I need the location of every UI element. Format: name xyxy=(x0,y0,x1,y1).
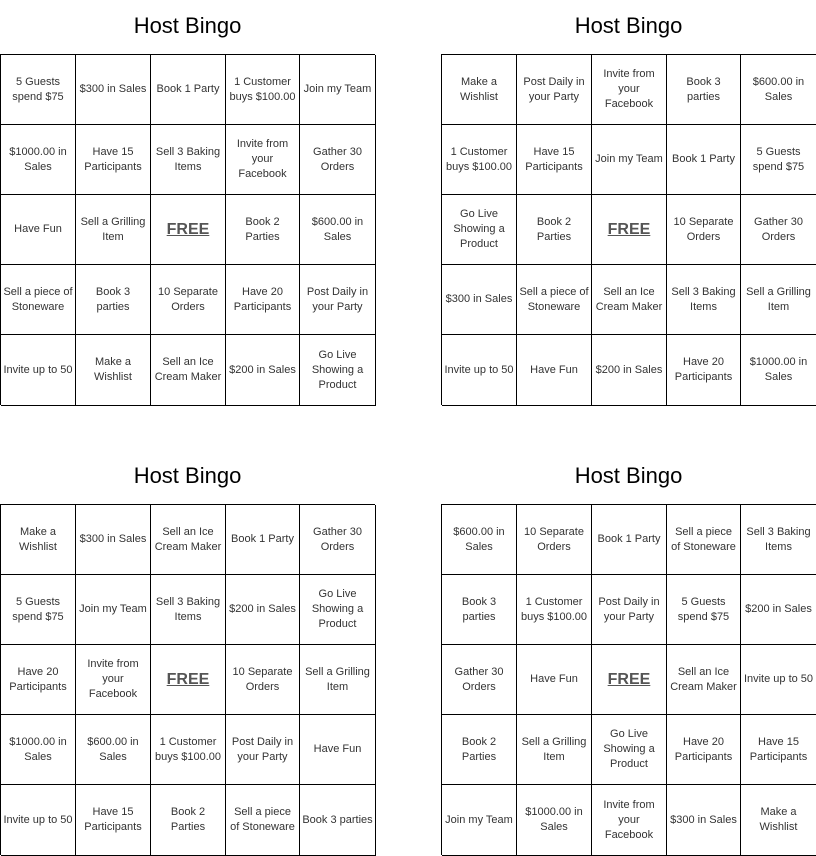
bingo-cell: $300 in Sales xyxy=(667,785,741,856)
bingo-cell: $1000.00 in Sales xyxy=(741,335,816,406)
bingo-cell: Have 15 Participants xyxy=(76,125,151,195)
bingo-cell: Join my Team xyxy=(592,125,667,195)
bingo-cell: Have 20 Participants xyxy=(667,715,741,785)
free-space-cell: FREE xyxy=(151,645,226,715)
bingo-cell: Sell a Grilling Item xyxy=(517,715,592,785)
bingo-cell: Gather 30 Orders xyxy=(300,125,376,195)
bingo-cell: Sell a piece of Stoneware xyxy=(517,265,592,335)
bingo-cell: Invite from your Facebook xyxy=(592,785,667,856)
card-title: Host Bingo xyxy=(133,463,242,488)
bingo-cell: Book 1 Party xyxy=(592,505,667,575)
bingo-cell: Book 2 Parties xyxy=(442,715,517,785)
bingo-cell: Go Live Showing a Product xyxy=(442,195,517,265)
bingo-cell: Post Daily in your Party xyxy=(300,265,376,335)
bingo-cell: Sell an Ice Cream Maker xyxy=(667,645,741,715)
bingo-cell: Book 1 Party xyxy=(226,505,300,575)
bingo-cell: 10 Separate Orders xyxy=(517,505,592,575)
bingo-cell: Invite up to 50 xyxy=(1,785,76,856)
bingo-cell: $200 in Sales xyxy=(226,335,300,406)
bingo-cell: Book 3 parties xyxy=(667,55,741,125)
bingo-grid xyxy=(0,504,375,855)
bingo-cell: Post Daily in your Party xyxy=(226,715,300,785)
bingo-cell: Invite up to 50 xyxy=(741,645,816,715)
bingo-cell: Join my Team xyxy=(76,575,151,645)
bingo-cell: Make a Wishlist xyxy=(76,335,151,406)
bingo-cell: Sell an Ice Cream Maker xyxy=(151,335,226,406)
bingo-cell: Sell 3 Baking Items xyxy=(741,505,816,575)
bingo-cell: Book 3 parties xyxy=(300,785,376,856)
bingo-cell: $600.00 in Sales xyxy=(76,715,151,785)
bingo-cell: Have 20 Participants xyxy=(667,335,741,406)
bingo-cell: $600.00 in Sales xyxy=(741,55,816,125)
bingo-cell: 5 Guests spend $75 xyxy=(741,125,816,195)
bingo-cell: 5 Guests spend $75 xyxy=(1,575,76,645)
bingo-grid xyxy=(0,54,375,405)
bingo-cell: 5 Guests spend $75 xyxy=(1,55,76,125)
bingo-cell: Sell a piece of Stoneware xyxy=(1,265,76,335)
bingo-cell: Have Fun xyxy=(300,715,376,785)
bingo-cell: Make a Wishlist xyxy=(741,785,816,856)
bingo-cell: Have 15 Participants xyxy=(741,715,816,785)
bingo-cell: 1 Customer buys $100.00 xyxy=(517,575,592,645)
bingo-cell: Have Fun xyxy=(517,335,592,406)
bingo-cell: Have 20 Participants xyxy=(226,265,300,335)
bingo-cell: Join my Team xyxy=(442,785,517,856)
bingo-cell: Make a Wishlist xyxy=(442,55,517,125)
bingo-cell: Have Fun xyxy=(517,645,592,715)
bingo-cell: Book 3 parties xyxy=(76,265,151,335)
bingo-cell: $300 in Sales xyxy=(76,55,151,125)
bingo-cell: Sell a Grilling Item xyxy=(300,645,376,715)
bingo-cell: 1 Customer buys $100.00 xyxy=(226,55,300,125)
bingo-cell: $1000.00 in Sales xyxy=(517,785,592,856)
bingo-grid xyxy=(441,54,816,405)
bingo-cell: Have 15 Participants xyxy=(76,785,151,856)
free-space-cell: FREE xyxy=(592,195,667,265)
bingo-cell: Sell a piece of Stoneware xyxy=(226,785,300,856)
bingo-cell: Invite from your Facebook xyxy=(226,125,300,195)
bingo-cell: Book 1 Party xyxy=(667,125,741,195)
bingo-cell: Have Fun xyxy=(1,195,76,265)
bingo-cell: 10 Separate Orders xyxy=(667,195,741,265)
bingo-cell: 1 Customer buys $100.00 xyxy=(442,125,517,195)
bingo-cell: $600.00 in Sales xyxy=(300,195,376,265)
bingo-cell: Invite from your Facebook xyxy=(76,645,151,715)
bingo-cell: Book 3 parties xyxy=(442,575,517,645)
bingo-cell: Gather 30 Orders xyxy=(300,505,376,575)
bingo-cell: Sell 3 Baking Items xyxy=(667,265,741,335)
bingo-cell: Invite up to 50 xyxy=(1,335,76,406)
free-space-cell: FREE xyxy=(151,195,226,265)
bingo-cell: Join my Team xyxy=(300,55,376,125)
bingo-cell: Invite from your Facebook xyxy=(592,55,667,125)
bingo-cell: $200 in Sales xyxy=(592,335,667,406)
bingo-cell: Book 2 Parties xyxy=(151,785,226,856)
bingo-cell: $200 in Sales xyxy=(741,575,816,645)
card-title: Host Bingo xyxy=(133,13,242,38)
bingo-cell: Have 15 Participants xyxy=(517,125,592,195)
bingo-cell: Book 2 Parties xyxy=(226,195,300,265)
bingo-cell: Sell 3 Baking Items xyxy=(151,575,226,645)
card-title: Host Bingo xyxy=(574,13,683,38)
bingo-cell: Have 20 Participants xyxy=(1,645,76,715)
bingo-cell: $300 in Sales xyxy=(76,505,151,575)
bingo-cell: 1 Customer buys $100.00 xyxy=(151,715,226,785)
bingo-cell: Sell an Ice Cream Maker xyxy=(592,265,667,335)
bingo-cell: $300 in Sales xyxy=(442,265,517,335)
bingo-cell: $1000.00 in Sales xyxy=(1,125,76,195)
bingo-cell: $200 in Sales xyxy=(226,575,300,645)
bingo-cell: Sell a piece of Stoneware xyxy=(667,505,741,575)
bingo-cell: 10 Separate Orders xyxy=(151,265,226,335)
bingo-grid xyxy=(441,504,816,855)
bingo-cell: Go Live Showing a Product xyxy=(592,715,667,785)
card-title: Host Bingo xyxy=(574,463,683,488)
bingo-cell: Sell a Grilling Item xyxy=(76,195,151,265)
bingo-cell: Invite up to 50 xyxy=(442,335,517,406)
bingo-cell: Sell an Ice Cream Maker xyxy=(151,505,226,575)
bingo-cell: Gather 30 Orders xyxy=(442,645,517,715)
bingo-cell: Gather 30 Orders xyxy=(741,195,816,265)
bingo-cell: Sell 3 Baking Items xyxy=(151,125,226,195)
bingo-cell: $600.00 in Sales xyxy=(442,505,517,575)
free-space-cell: FREE xyxy=(592,645,667,715)
bingo-cell: Go Live Showing a Product xyxy=(300,575,376,645)
bingo-cell: Sell a Grilling Item xyxy=(741,265,816,335)
bingo-cell: Post Daily in your Party xyxy=(517,55,592,125)
bingo-cell: 10 Separate Orders xyxy=(226,645,300,715)
bingo-cell: 5 Guests spend $75 xyxy=(667,575,741,645)
bingo-cell: Book 2 Parties xyxy=(517,195,592,265)
bingo-cell: Make a Wishlist xyxy=(1,505,76,575)
bingo-cell: Go Live Showing a Product xyxy=(300,335,376,406)
bingo-cell: Book 1 Party xyxy=(151,55,226,125)
bingo-cell: Post Daily in your Party xyxy=(592,575,667,645)
bingo-cell: $1000.00 in Sales xyxy=(1,715,76,785)
